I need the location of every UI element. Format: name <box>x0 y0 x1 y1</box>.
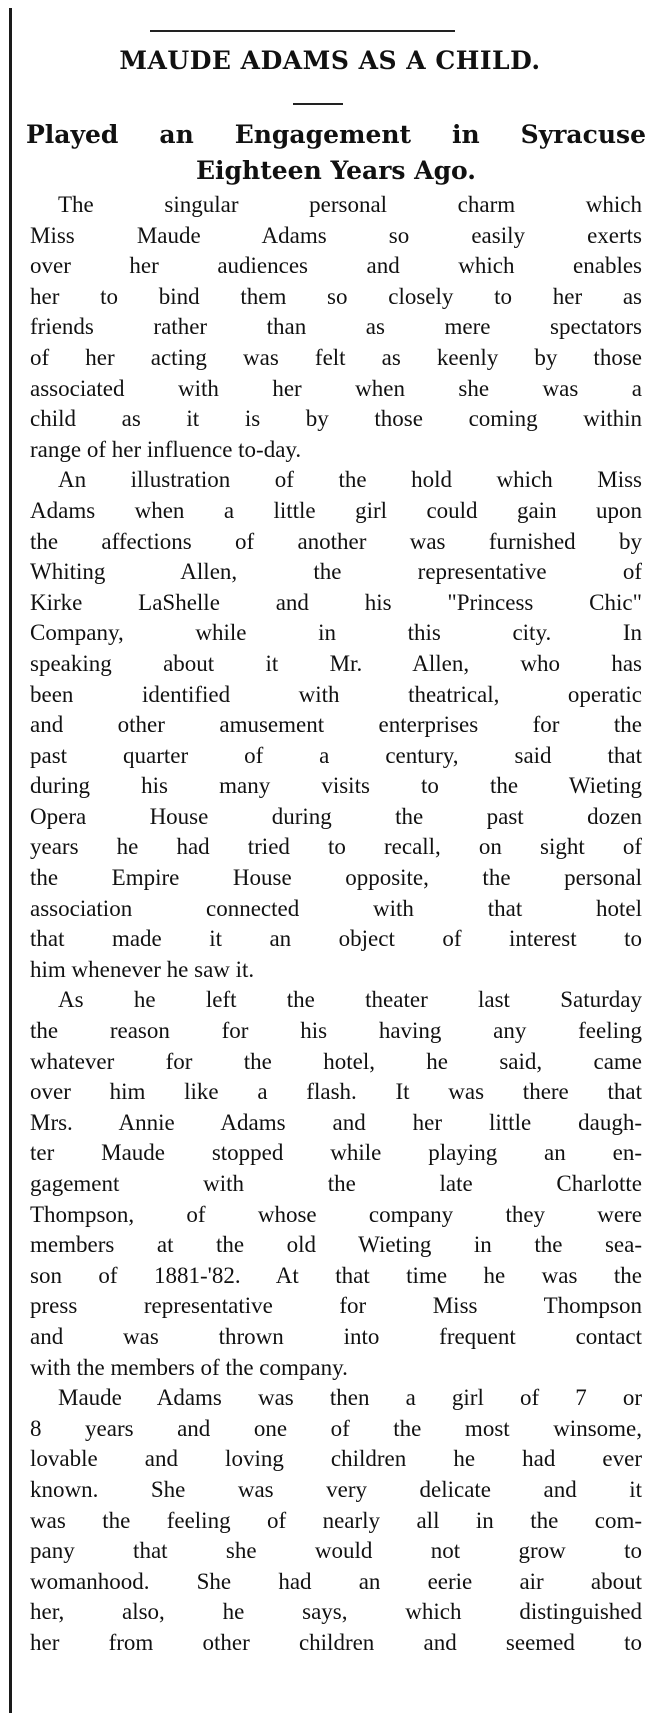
text-line: been identified with theatrical, operatic <box>30 681 642 707</box>
text-line: known. She was very delicate and it <box>30 1476 642 1502</box>
paragraph <box>30 190 642 465</box>
text-line: associated with her when she was a <box>30 375 642 401</box>
text-line: years he had tried to recall, on sight of <box>30 834 642 860</box>
text-line: child as it is by those coming within <box>30 406 642 432</box>
text-line: and was thrown into frequent contact <box>30 1323 642 1349</box>
article-body <box>30 190 642 1659</box>
text-line: her from other children and seemed to <box>30 1629 642 1655</box>
text-line: the affections of another was furnished by <box>30 528 642 554</box>
text-line: past quarter of a century, said that <box>30 742 642 768</box>
text-line: whatever for the hotel, he said, came <box>30 1048 642 1074</box>
text-line: and other amusement enterprises for the <box>30 712 642 738</box>
text-line: with the members of the company. <box>30 1354 348 1380</box>
text-line: the reason for his having any feeling <box>30 1018 642 1044</box>
text-line: Adams when a little girl could gain upon <box>30 497 642 523</box>
headline: MAUDE ADAMS AS A CHILD. <box>119 46 541 75</box>
text-line: Company, while in this city. In <box>30 620 642 646</box>
text-line: son of 1881-'82. At that time he was the <box>30 1262 642 1288</box>
headline-divider <box>293 103 343 105</box>
text-line: Miss Maude Adams so easily exerts <box>30 222 642 248</box>
text-line: her to bind them so closely to her as <box>30 283 642 309</box>
text-line: gagement with the late Charlotte <box>30 1171 642 1196</box>
text-line: lovable and loving children he had ever <box>30 1446 642 1472</box>
text-line: Opera House during the past dozen <box>30 803 642 829</box>
text-line: An illustration of the hold which Miss <box>58 467 642 493</box>
paragraph <box>30 465 642 985</box>
column-rule <box>9 8 12 1713</box>
text-line: Kirke LaShelle and his "Princess Chic" <box>30 589 642 615</box>
paragraph <box>30 985 642 1383</box>
text-line: As he left the theater last Saturday <box>58 987 642 1013</box>
text-line: ter Maude stopped while playing an en- <box>30 1140 642 1166</box>
text-line: the Empire House opposite, the personal <box>30 865 642 891</box>
text-line: Mrs. Annie Adams and her little daugh- <box>30 1109 642 1135</box>
text-line: her, also, he says, which distinguished <box>30 1599 642 1625</box>
text-line: speaking about it Mr. Allen, who has <box>30 650 642 676</box>
subheadline <box>26 117 646 189</box>
text-line: him whenever he saw it. <box>30 956 255 982</box>
text-line: of her acting was felt as keenly by those <box>30 344 642 370</box>
text-line: association connected with that hotel <box>30 895 642 921</box>
text-line: members at the old Wieting in the sea- <box>30 1232 642 1258</box>
text-line: pany that she would not grow to <box>30 1538 642 1564</box>
text-line: over him like a flash. It was there that <box>30 1079 642 1105</box>
top-divider <box>150 30 455 32</box>
text-line: that made it an object of interest to <box>30 926 642 952</box>
text-line: during his many visits to the Wieting <box>30 773 642 799</box>
text-line: The singular personal charm which <box>58 192 642 217</box>
subheadline-line: Played an Engagement in Syracuse <box>26 120 646 149</box>
text-line: friends rather than as mere spectators <box>30 314 642 340</box>
text-line: Whiting Allen, the representative of <box>30 559 642 585</box>
text-line: Maude Adams was then a girl of 7 or <box>58 1385 642 1411</box>
text-line: range of her influence to-day. <box>30 436 302 462</box>
text-line: womanhood. She had an eerie air about <box>30 1568 642 1594</box>
text-line: was the feeling of nearly all in the com- <box>30 1507 642 1533</box>
paragraph <box>30 1383 642 1658</box>
text-line: 8 years and one of the most winsome, <box>30 1415 642 1441</box>
text-line: Thompson, of whose company they were <box>30 1201 642 1227</box>
text-line: press representative for Miss Thompson <box>30 1293 642 1319</box>
text-line: over her audiences and which enables <box>30 253 642 279</box>
subheadline-line: Eighteen Years Ago. <box>196 156 476 185</box>
